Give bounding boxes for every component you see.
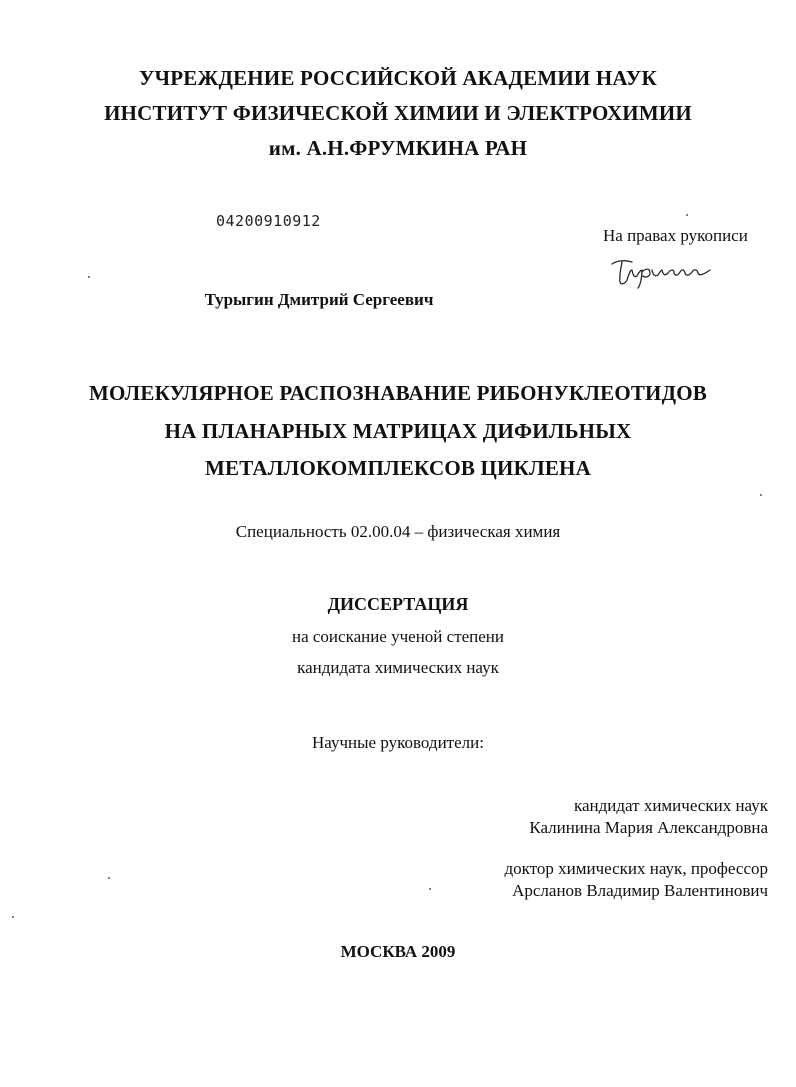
document-type: ДИССЕРТАЦИЯ (327, 594, 469, 614)
city-year: МОСКВА 2009 (340, 942, 456, 961)
title-line-3: МЕТАЛЛОКОМПЛЕКСОВ ЦИКЛЕНА (205, 456, 591, 480)
supervisors-heading: Научные руководители: (312, 733, 484, 752)
degree-line-1: на соискание ученой степени (291, 627, 505, 646)
supervisor-2-name: Арсланов Владимир Валентинович (512, 881, 768, 900)
scan-speck (686, 214, 688, 216)
institution-line-3: им. А.Н.ФРУМКИНА РАН (268, 136, 528, 160)
manuscript-rights: На правах рукописи (603, 226, 748, 245)
supervisor-1-name: Калинина Мария Александровна (529, 818, 768, 837)
scan-speck (12, 916, 14, 918)
scan-speck (108, 877, 110, 879)
title-line-2: НА ПЛАНАРНЫХ МАТРИЦАХ ДИФИЛЬНЫХ (164, 419, 632, 443)
scan-speck (760, 494, 762, 496)
scan-speck (429, 888, 431, 890)
institution-line-1: УЧРЕЖДЕНИЕ РОССИЙСКОЙ АКАДЕМИИ НАУК (139, 66, 657, 90)
supervisor-2-degree: доктор химических наук, профессор (504, 859, 768, 878)
specialty: Специальность 02.00.04 – физическая химия (235, 522, 561, 541)
author-name: Турыгин Дмитрий Сергеевич (204, 290, 434, 309)
title-line-1: МОЛЕКУЛЯРНОЕ РАСПОЗНАВАНИЕ РИБОНУКЛЕОТИДОВ (89, 381, 707, 405)
scan-speck (88, 276, 90, 278)
institution-line-2: ИНСТИТУТ ФИЗИЧЕСКОЙ ХИМИИ И ЭЛЕКТРОХИМИИ (104, 101, 692, 125)
handwritten-signature (608, 254, 714, 290)
supervisor-1-degree: кандидат химических наук (574, 796, 768, 815)
degree-line-2: кандидата химических наук (297, 658, 499, 677)
stamp-number: 04200910912 (216, 212, 321, 230)
